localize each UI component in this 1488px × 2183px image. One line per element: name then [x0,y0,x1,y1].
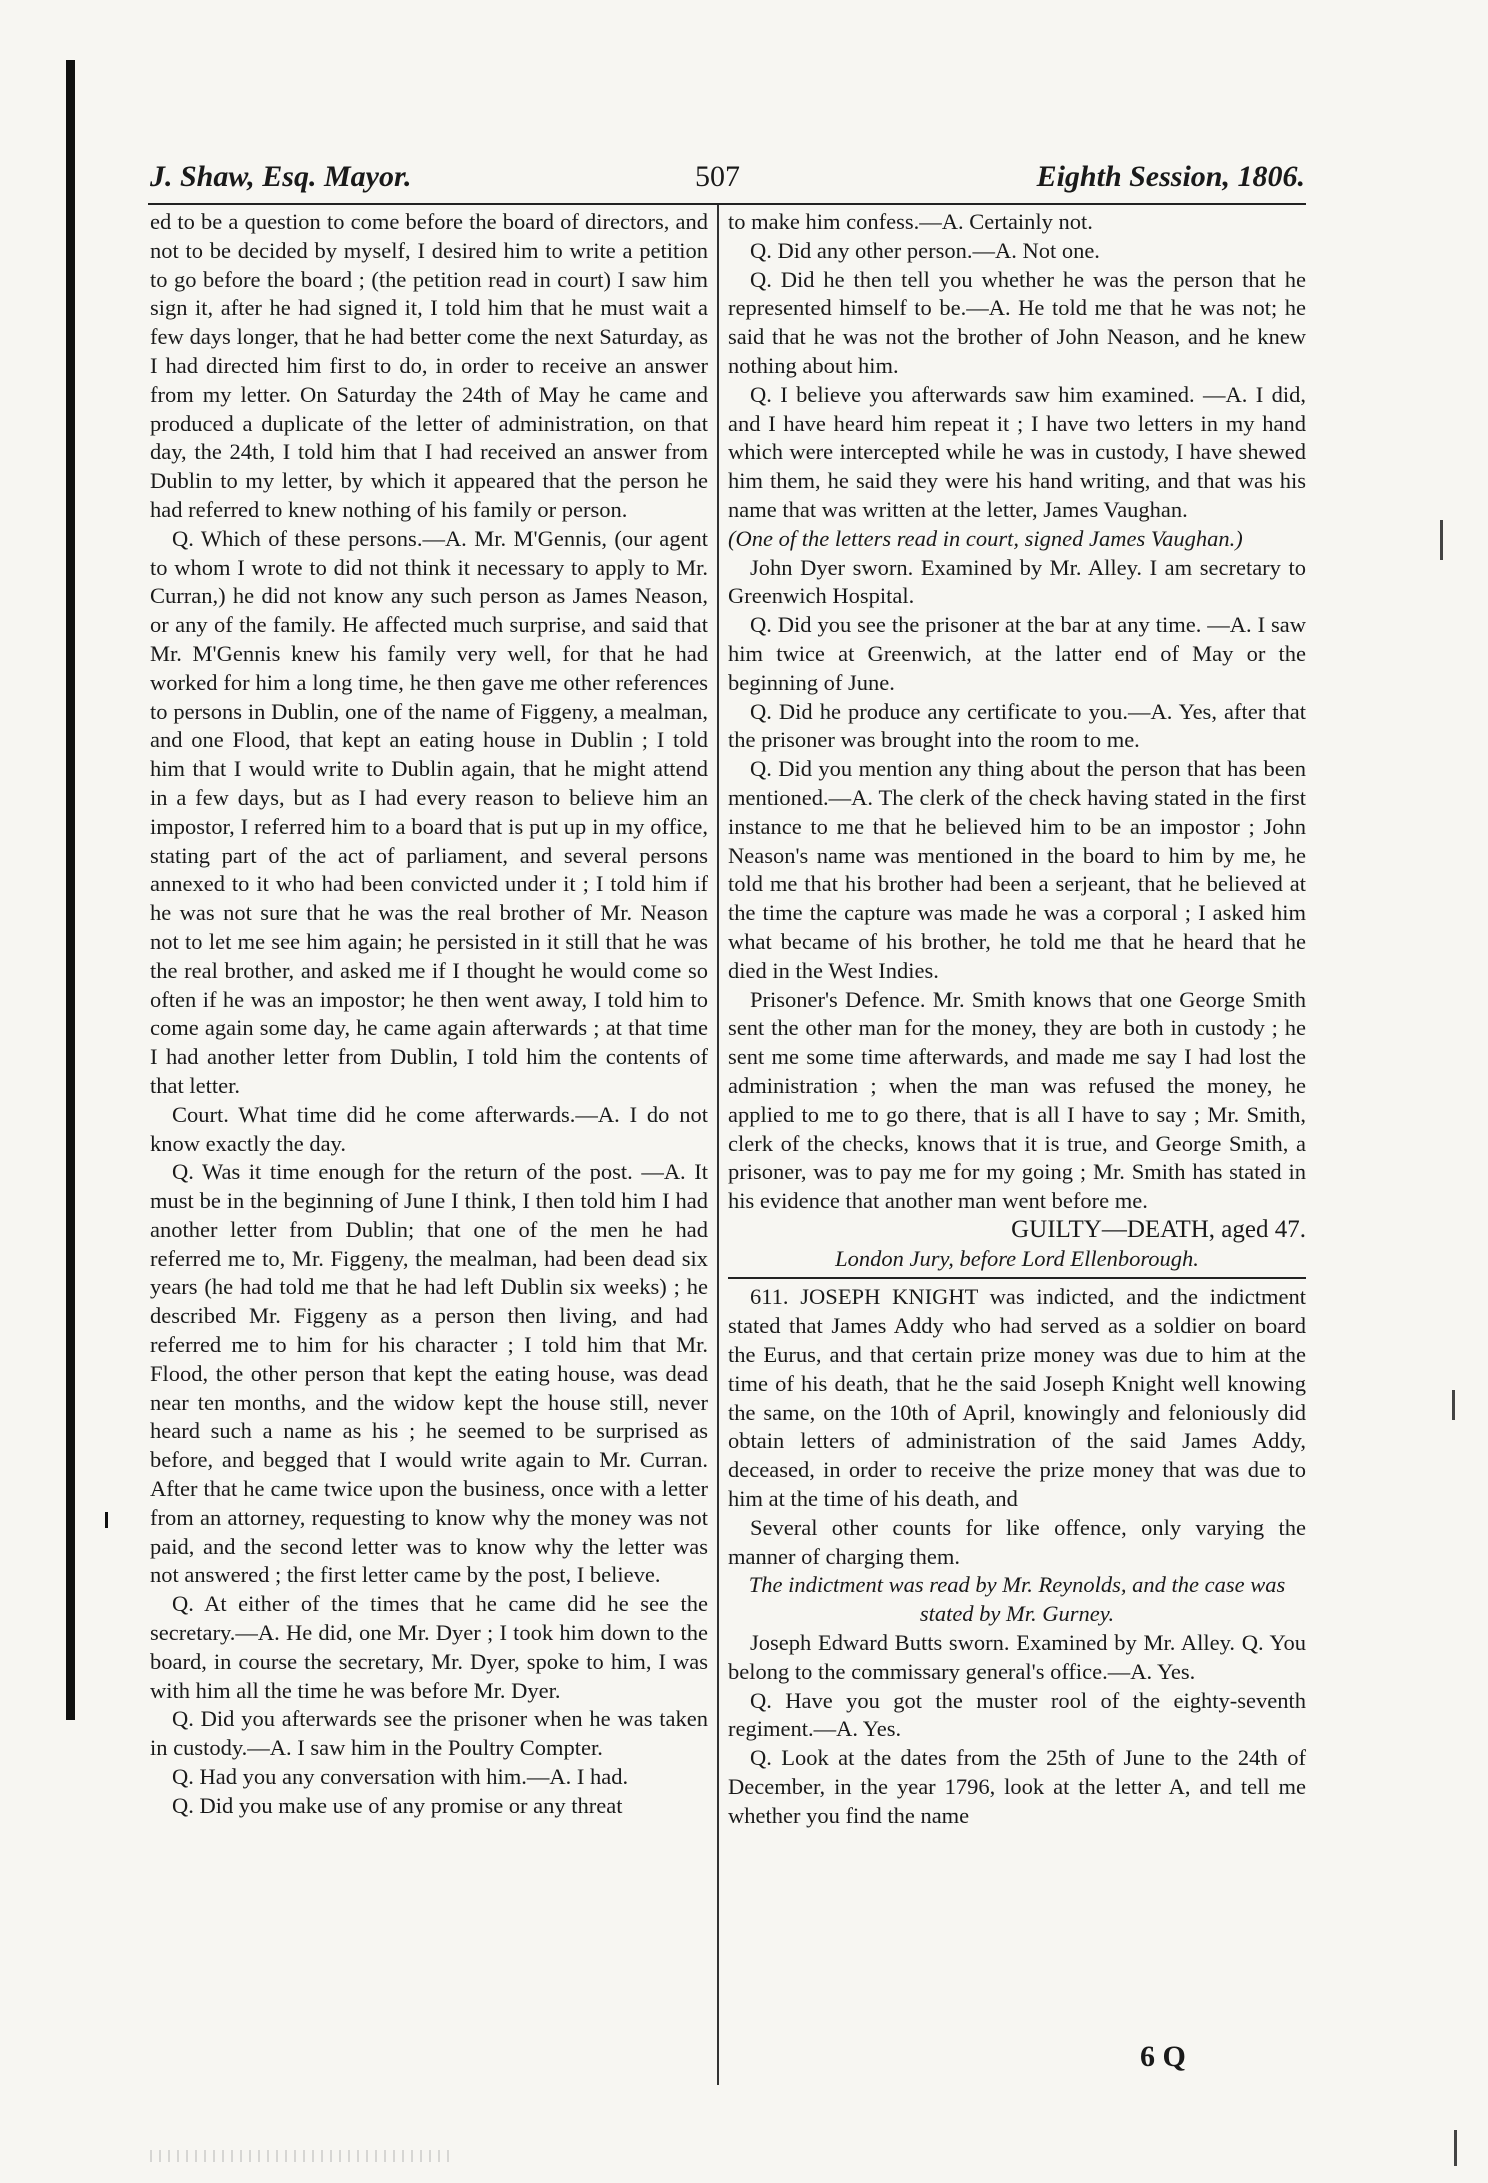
witness-sworn: John Dyer sworn. Examined by Mr. Alley. I am secretary to Greenwich Hospital. [728,554,1306,609]
page-number: 507 [695,160,740,193]
edge-mark [1440,520,1443,560]
case-rule [728,1277,1306,1279]
paragraph: Q. Did you make use of any promise or any threat [172,1792,623,1818]
case-heading: 611. JOSEPH KNIGHT was indicted, and the indictment stated that James Addy who had served as a soldier on board the Eurus, and that certain prize money was due to him at the time of his death, that he the said Joseph Knight well knowing the same, on the 10th of April, knowingly and feloniously did obtain letters of administration of the said James Addy, deceased, in order to receive the prize money that was due to him at the time of his death, and [728,1284,1306,1512]
paragraph: Q. I believe you afterwards saw him examined. —A. I did, and I have heard him repeat it ; I have two letters in my hand which were intercepted while he was in custody, I have shewed him them, he said they were his hand writing, and that was his name that was written at the letter, James Vaughan. [728,381,1306,522]
margin-mark [105,1512,108,1528]
other-counts: Several other counts for like offence, only varying the manner of charging them. [728,1514,1306,1569]
edge-mark [1452,1390,1455,1420]
paragraph: Q. Did you afterwards see the prisoner when he was taken in custody.—A. I saw him in the Poultry Compter. [150,1706,708,1761]
running-head-left: J. Shaw, Esq. Mayor. [150,160,412,193]
right-column [728,208,1306,1831]
binding-shadow [66,60,75,1720]
paragraph: Q. Did any other person.—A. Not one. [750,237,1100,263]
prisoners-defence: Prisoner's Defence. Mr. Smith knows that one George Smith sent the other man for the money, they are both in custody ; he sent me some time afterwards, and made me say I had lost the administration ; when the man was refused the money, he applied to me to go there, that is all I have to say ; Mr. Smith, clerk of the checks, knows that it is true, and George Smith, a prisoner, was to pay me for my going ; Mr. Smith has stated in his evidence that another man went before me. [728,986,1306,1214]
left-column [150,208,708,1821]
scan-specks [150,2150,450,2162]
column-divider [717,205,719,2085]
paragraph: Q. Did he then tell you whether he was the person that he represented himself to be.—A. He told me that he was not; he said that he was not the brother of John Neason, and he knew nothing about him. [728,266,1306,378]
paragraph: Q. Was it time enough for the return of the post. —A. It must be in the beginning of June I think, I then told him I had another letter from Dublin; that one of the men he had referred me to, Mr. Figgeny, the mealman, had been dead six years (he had told me that he had left Dublin six weeks) ; he described Mr. Figgeny as a person then living, and had referred me to him for his character ; I told him that Mr. Flood, the other person that kept the eating house, was dead near ten months, and the widow kept the house still, never heard such a name as his ; he seemed to be surprised as before, and begged that I would write again to Mr. Curran. After that he came twice upon the business, once with a letter from an attorney, requesting to know why the money was not paid, and the second letter was to know why the letter was not answered ; the first letter came by the post, I believe. [150,1159,708,1588]
indictment-note: The indictment was read by Mr. Reynolds, and the case was stated by Mr. Gurney. [748,1572,1286,1627]
paragraph: Q. At either of the times that he came did he see the secretary.—A. He did, one Mr. Dyer ; I took him down to the board, in course the secretary, Mr. Dyer, spoke to him, I was with him all the time he was before Mr. Dyer. [150,1591,708,1703]
paragraph: Q. Had you any conversation with him.—A. I had. [172,1764,629,1790]
header-rule [148,203,1306,205]
paragraph: Q. Have you got the muster rool of the eighty-seventh regiment.—A. Yes. [728,1687,1306,1742]
verdict: GUILTY—DEATH, aged 47. [1011,1215,1306,1243]
running-head-right: Eighth Session, 1806. [1036,160,1305,193]
paragraph: Q. Did you see the prisoner at the bar at any time. —A. I saw him twice at Greenwich, at the latter end of May or the beginning of June. [728,612,1306,695]
running-head [150,160,1305,200]
paragraph: Court. What time did he come afterwards.—A. I do not know exactly the day. [150,1101,708,1156]
letters-note: (One of the letters read in court, signed James Vaughan.) [728,525,1243,551]
jury-line: London Jury, before Lord Ellenborough. [835,1245,1199,1271]
witness-sworn: Joseph Edward Butts sworn. Examined by Mr. Alley. Q. You belong to the commissary general's office.—A. Yes. [728,1630,1306,1684]
paragraph: Q. Which of these persons.—A. Mr. M'Gennis, (our agent to whom I wrote to did not think it necessary to apply to Mr. Curran,) he did not know any such person as James Neason, or any of the family. He affected much surprise, and said that Mr. M'Gennis knew his family very well, for that he had worked for him a long time, he then gave me other references to persons in Dublin, one of the name of Figgeny, a mealman, and one Flood, that kept an eating house in Dublin ; I told him that I would write to Dublin again, that he might attend in a few days, but as I had every reason to believe him an impostor, I referred him to a board that is put up in my office, stating part of the act of parliament, and several persons annexed to it who had been convicted under it ; I told him if he was not sure that he was the real brother of Mr. Neason not to let me see him again; he persisted in it still that he was the real brother, and asked me if I thought he would come so often if he was an impostor; he then went away, I told him to come again some day, he came again afterwards ; at that time I had another letter from Dublin, I told him the contents of that letter. [150,525,708,1098]
paragraph: to make him confess.—A. Certainly not. [728,209,1093,234]
paragraph: Q. Did you mention any thing about the person that has been mentioned.—A. The clerk of the check having stated in the first instance to me that he believed him to be an impostor ; John Neason's name was mentioned in the board to him by me, he told me that his brother had been a serjeant, that he believed at the time the capture was made he was a corporal ; I asked him what became of his brother, he told me that he heard that he died in the West Indies. [728,756,1306,983]
paragraph: ed to be a question to come before the board of directors, and not to be decided by myself, I desired him to write a petition to go before the board ; (the petition read in court) I saw him sign it, after he had signed it, I told him that he must wait a few days longer, that he had better come the next Saturday, as I had directed him first to do, in order to receive an answer from my letter. On Saturday the 24th of May he came and produced a duplicate of the letter of administration, on that day, the 24th, I told him that I had received an answer from Dublin to my letter, by which it appeared that the person he had referred to knew nothing of his family or person. [150,209,708,522]
edge-mark [1454,2130,1457,2166]
paragraph: Q. Look at the dates from the 25th of June to the 24th of December, in the year 1796, look at the letter A, and tell me whether you find the name [728,1745,1306,1828]
signature-mark: 6 Q [1140,2040,1186,2073]
paragraph: Q. Did he produce any certificate to you.—A. Yes, after that the prisoner was brought into the room to me. [728,698,1306,753]
